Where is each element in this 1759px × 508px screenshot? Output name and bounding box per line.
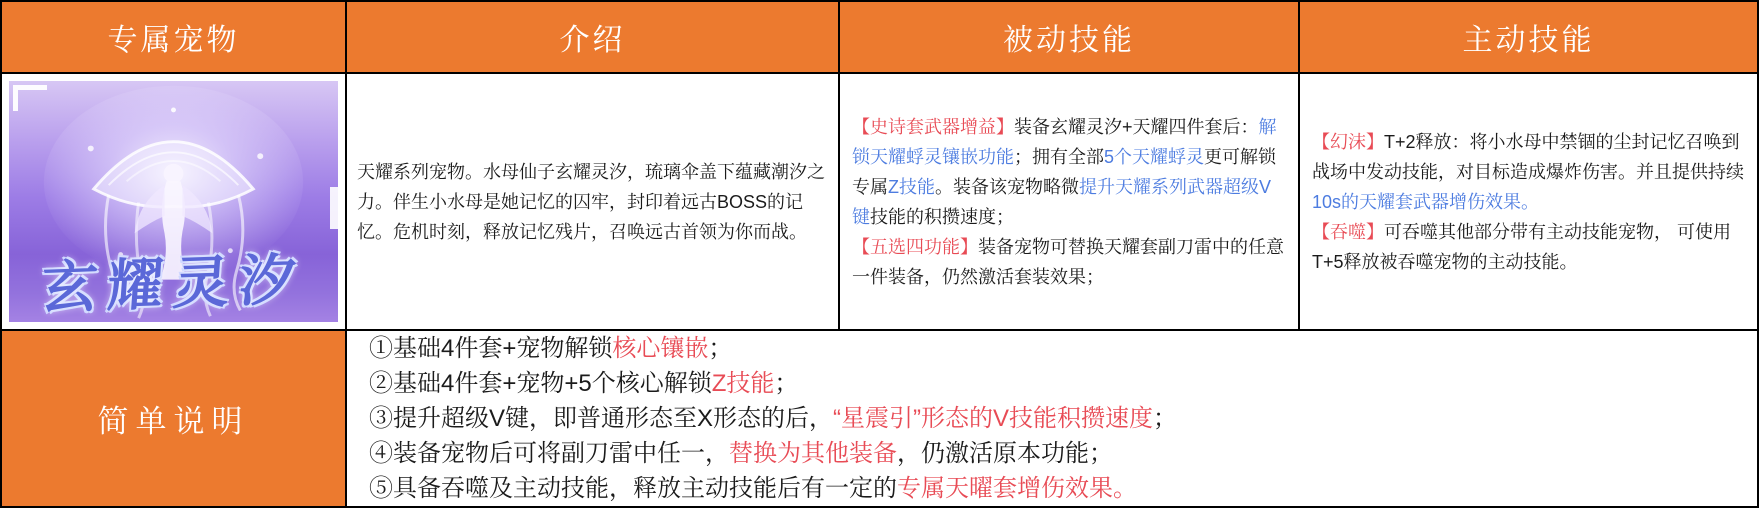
header-cell-active-skills: 主动技能 <box>1300 2 1757 72</box>
summary-line-1: ①基础4件套+宠物解锁核心镶嵌； <box>369 335 733 362</box>
intro-text: 天耀系列宠物。水母仙子玄耀灵汐，琉璃伞盖下蕴藏潮汐之力。伴生小水母是她记忆的囚牢，封印着远古BOSS的记忆。危机时刻，释放记忆残片，召唤远古首领为你而战。 <box>357 161 825 242</box>
passive-skill-paragraph-epic-set: 【史诗套武器增益】装备玄耀灵汐+天耀四件套后：解锁天耀蜉灵镶嵌功能；拥有全部5个天耀蜉灵更可解锁专属Z技能。装备该宠物略微提升天耀系列武器超级V键技能的积攒速度； <box>852 116 1277 227</box>
header-cell-exclusive-pet: 专属宠物 <box>2 2 345 72</box>
summary-line-4: ④装备宠物后可将副刀雷中任一，替换为其他装备，仍激活原本功能； <box>369 440 1113 467</box>
summary-line-3: ③提升超级V键，即普通形态至X形态的后，“星震引”形态的V技能积攒速度； <box>369 405 1178 432</box>
active-skills-cell <box>1300 74 1757 329</box>
summary-line-5: ⑤具备吞噬及主动技能，释放主动技能后有一定的专属天曜套增伤效果。 <box>369 475 1137 502</box>
frame-side-mark <box>330 187 338 229</box>
summary-cell <box>347 331 1757 506</box>
active-skill-paragraph-devour: 【吞噬】可吞噬其他部分带有主动技能宠物， 可使用T+5释放被吞噬宠物的主动技能。 <box>1312 221 1731 272</box>
intro-cell <box>347 74 838 329</box>
pet-image-cell <box>2 74 345 329</box>
active-skill-paragraph-phantom-foam: 【幻沫】T+2释放：将小水母中禁锢的尘封记忆召唤到战场中发动技能，对目标造成爆炸伤害。并且提供持续10s的天耀套武器增伤效果。 <box>1312 131 1744 212</box>
summary-label: 简单说明 <box>2 331 345 506</box>
frame-corner-mark <box>13 85 47 111</box>
pet-image-title: 玄耀灵汐 <box>39 247 308 320</box>
passive-skills-cell <box>840 74 1298 329</box>
passive-skill-paragraph-four-of-five: 【五选四功能】装备宠物可替换天耀套副刀雷中的任意一件装备，仍然激活套装效果； <box>852 236 1284 287</box>
header-cell-passive-skills: 被动技能 <box>840 2 1298 72</box>
summary-line-2: ②基础4件套+宠物+5个核心解锁Z技能； <box>369 370 799 397</box>
header-cell-introduction: 介绍 <box>347 2 838 72</box>
pet-image <box>9 81 338 322</box>
